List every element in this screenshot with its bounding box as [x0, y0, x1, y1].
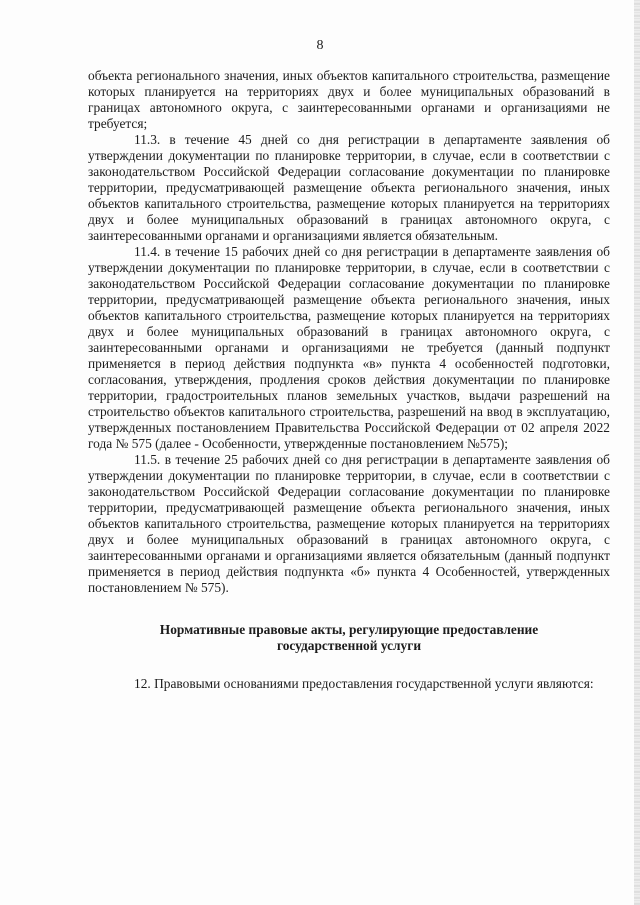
scan-edge-artifact: [634, 0, 640, 905]
paragraph-11-4: 11.4. в течение 15 рабочих дней со дня регистрации в департаменте заявления об утверждении документации по планировке территории, в случае, если в соответствии с законодательством Российской Федерации согласование документации по планировке территории, предусматривающей размещение объекта регионального значения, иных объектов капитального строительства, размещение которых планируется на территориях двух и более муниципальных образований в границах автономного округа, с заинтересованными органами и организациями не требуется (данный подпункт применяется в период действия подпункта «в» пункта 4 особенностей подготовки, согласования, утверждения, продления сроков действия документации по планировке территории, градостроительных планов земельных участков, выдачи разрешений на строительство объектов капитального строительства, разрешений на ввод в эксплуатацию, утвержденных постановлением Правительства Российской Федерации от 02 апреля 2022 года № 575 (далее - Особенности, утвержденные постановлением №575);: [88, 244, 610, 451]
paragraph-12: 12. Правовыми основаниями предоставления государственной услуги являются:: [134, 676, 594, 691]
paragraph-11-3: 11.3. в течение 45 дней со дня регистрации в департаменте заявления об утверждении документации по планировке территории, в случае, если в соответствии с законодательством Российской Федерации согласование документации по планировке территории, предусматривающей размещение объекта регионального значения, иных объектов капитального строительства, размещение которых планируется на территориях двух и более муниципальных образований в границах автономного округа, с заинтересованными органами и организациями является обязательным.: [88, 132, 610, 243]
paragraph-continuation: объекта регионального значения, иных объектов капитального строительства, размещение которых планируется на территориях двух и более муниципальных образований в границах автономного округа, с заинтересованными органами и организациями не требуется;: [88, 68, 610, 131]
paragraph-11-5: 11.5. в течение 25 рабочих дней со дня регистрации в департаменте заявления об утверждении документации по планировке территории, в случае, если в соответствии с законодательством Российской Федерации согласование документации по планировке территории, предусматривающей размещение объекта регионального значения, иных объектов капитального строительства, размещение которых планируется на территориях двух и более муниципальных образований в границах автономного округа, с заинтересованными органами и организациями является обязательным (данный подпункт применяется в период действия подпункта «б» пункта 4 Особенностей, утвержденных постановлением № 575).: [88, 452, 610, 595]
page-number: 8: [316, 38, 324, 53]
document-body: [88, 68, 610, 692]
section-heading-line1: Нормативные правовые акты, регулирующие предоставление: [159, 622, 539, 637]
section-heading: [88, 622, 610, 654]
section-heading-line2: государственной услуги: [276, 638, 422, 653]
